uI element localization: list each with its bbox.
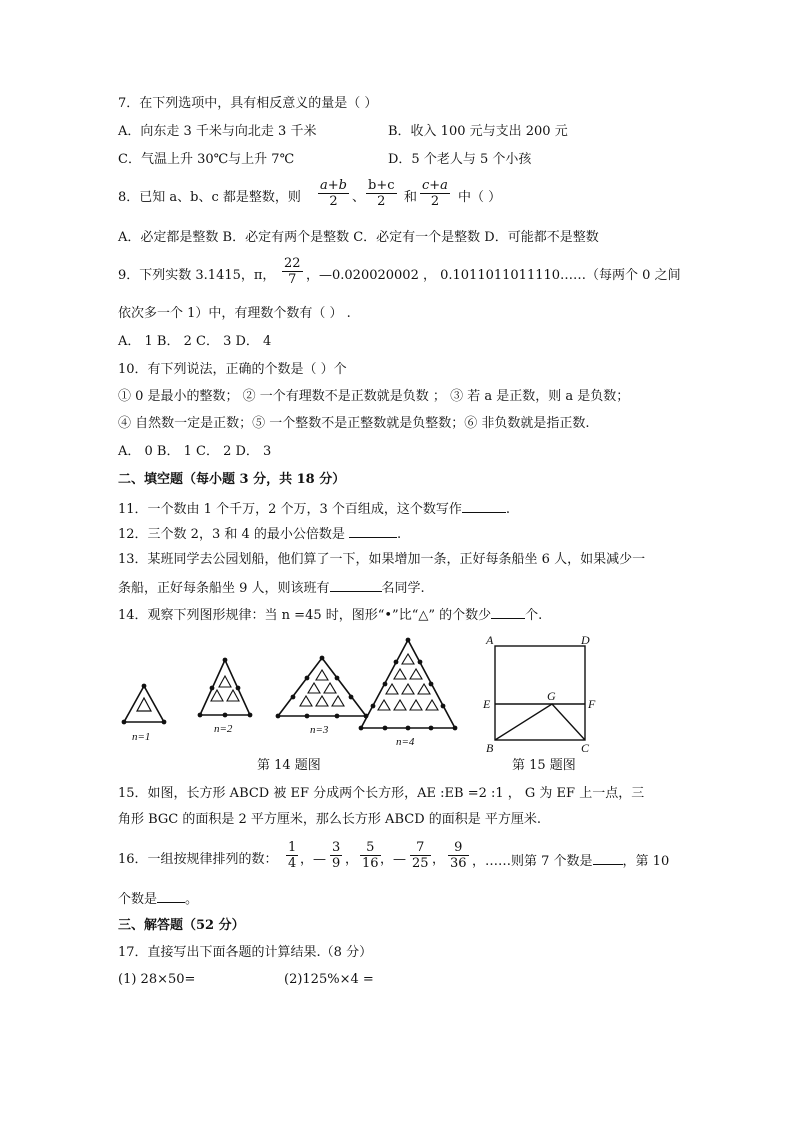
section-3-heading: 三、解答题（52 分） — [118, 918, 245, 933]
q16-answer-blank-10[interactable] — [157, 890, 185, 903]
q16-term-5: 9 36 — [450, 840, 467, 871]
q9-stem-pre: 9．下列实数 3.1415，π， — [118, 268, 276, 283]
q9-stem-line2: 依次多一个 1）中，有理数个数有（ ） . — [118, 306, 351, 321]
q8-sep-2: 和 — [404, 190, 418, 205]
q7-stem: 7．在下列选项中，具有相反意义的量是（ ） — [118, 96, 378, 111]
q8-stem-end: 中（ ） — [458, 190, 502, 205]
fig15-label-b: B — [486, 741, 494, 754]
q8-fraction-1: a+b 2 — [320, 178, 347, 209]
figure-15 — [482, 628, 602, 754]
q9-fraction: 22 7 — [284, 256, 301, 287]
q16-term-2: 3 9 — [332, 840, 341, 871]
q16-sign-2: ，— — [300, 852, 327, 867]
q14: 14．观察下列图形规律：当 n =45 时，图形“•”比“△” 的个数少 个. — [118, 608, 543, 623]
q16-term-3: 5 16 — [362, 840, 379, 871]
q17-part-2: (2)125%×4 = — [284, 972, 374, 987]
q16-sign-3: ， — [345, 852, 359, 867]
q14-answer-blank[interactable] — [491, 606, 525, 619]
fig14-label-n1: n=1 — [132, 731, 151, 743]
q7-option-b: B．收入 100 元与支出 200 元 — [388, 124, 568, 139]
fig15-label-d: D — [581, 633, 590, 647]
q10-options: A． 0 B． 1 C． 2 D． 3 — [118, 444, 272, 459]
fig14-label-n3: n=3 — [310, 724, 329, 736]
q10-statements-2: ④ 自然数一定是正数；⑤ 一个整数不是正整数就是负整数；⑥ 非负数就是指正数. — [118, 416, 590, 431]
figure-14 — [118, 628, 468, 778]
q16-stem-mid: ，……则第 7 个数是 ，第 10 — [472, 854, 670, 869]
q16-term-4: 7 25 — [412, 840, 429, 871]
q17-stem: 17．直接写出下面各题的计算结果.（8 分） — [118, 945, 373, 960]
fig15-label-c: C — [581, 741, 590, 754]
q9-stem-post: ，—0.020020002 ， 0.1011011011110……（每两个 0 之间 — [306, 268, 681, 283]
fig15-label-g: G — [547, 689, 556, 703]
figure-15-caption: 第 15 题图 — [512, 758, 576, 773]
q17-part-1: (1) 28×50= — [118, 972, 196, 987]
q7-option-a: A．向东走 3 千米与向北走 3 千米 — [118, 124, 317, 139]
q16-line2: 个数是 。 — [118, 892, 199, 907]
q12-answer-blank[interactable] — [349, 525, 397, 538]
q16-term-1: 1 4 — [288, 840, 297, 871]
q8-stem: 8．已知 a、b、c 都是整数，则 — [118, 190, 301, 205]
q15-line2: 角形 BGC 的面积是 2 平方厘米，那么长方形 ABCD 的面积是 平方厘米. — [118, 812, 542, 827]
q11-answer-blank[interactable] — [462, 500, 506, 513]
figure-14-caption: 第 14 题图 — [257, 758, 321, 773]
fig15-label-a: A — [486, 633, 494, 647]
fig15-label-f: F — [588, 697, 596, 711]
q16-sign-5: ， — [432, 852, 446, 867]
fig14-label-n4: n=4 — [396, 736, 415, 748]
q7-option-c: C．气温上升 30℃与上升 7℃ — [118, 152, 295, 167]
q7-option-d: D．5 个老人与 5 个小孩 — [388, 152, 532, 167]
q13-line1: 13．某班同学去公园划船，他们算了一下，如果增加一条，正好每条船坐 6 人，如果减少一 — [118, 552, 646, 567]
q16-sign-4: ，— — [380, 852, 407, 867]
section-2-heading: 二、填空题（每小题 3 分，共 18 分） — [118, 472, 346, 487]
q16-stem: 16．一组按规律排列的数： — [118, 852, 278, 867]
q16-answer-blank-7[interactable] — [593, 852, 623, 865]
q8-fraction-2: b+c 2 — [368, 178, 395, 209]
q12: 12．三个数 2，3 和 4 的最小公倍数是 . — [118, 527, 402, 542]
q11: 11．一个数由 1 个千万，2 个万，3 个百组成，这个数写作 . — [118, 502, 511, 517]
q13-answer-blank[interactable] — [330, 579, 382, 592]
q8-options: A．必定都是整数 B．必定有两个是整数 C．必定有一个是整数 D．可能都不是整数 — [118, 230, 599, 245]
q10-stem: 10．有下列说法，正确的个数是（ ）个 — [118, 362, 347, 377]
fig15-label-e: E — [483, 697, 491, 711]
q9-options: A． 1 B． 2 C． 3 D． 4 — [118, 334, 272, 349]
q8-fraction-3: c+a 2 — [422, 178, 448, 209]
q15-line1: 15．如图，长方形 ABCD 被 EF 分成两个长方形，AE :EB =2 :1 ， G 为 EF 上一点，三 — [118, 786, 645, 801]
fig14-label-n2: n=2 — [214, 723, 233, 735]
q13-line2: 条船，正好每条船坐 9 人，则该班有 名同学. — [118, 581, 425, 596]
q10-statements-1: ① 0 是最小的整数； ② 一个有理数不是正数就是负数 ； ③ 若 a 是正数，则 a 是负数； — [118, 389, 630, 404]
q8-sep-1: 、 — [352, 190, 366, 205]
